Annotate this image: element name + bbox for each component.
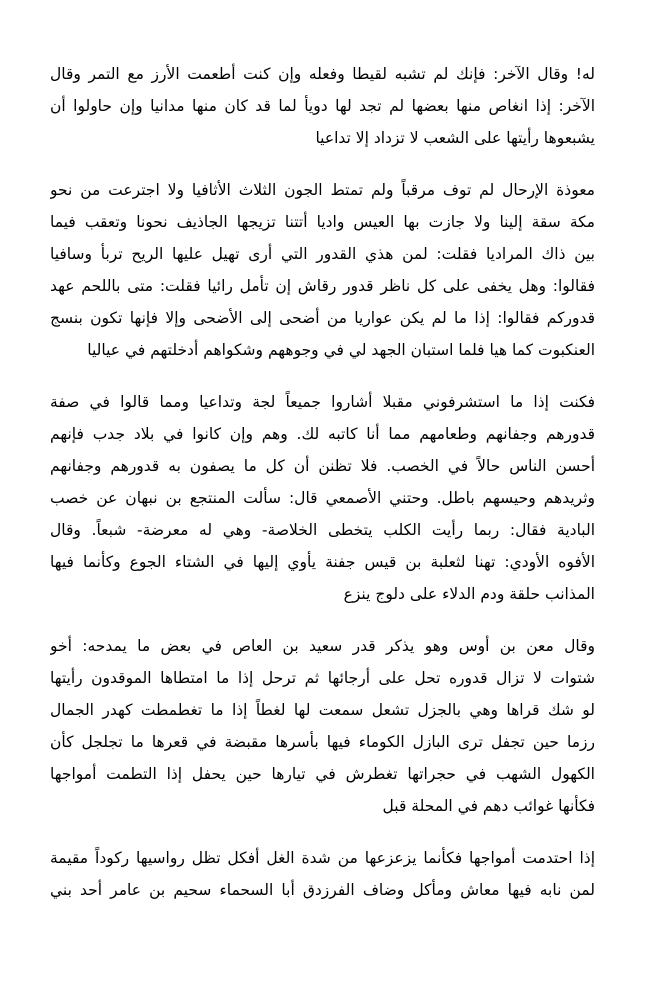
text-line: يشبعوها رأيتها على الشعب لا تزداد إلا تداعيا — [315, 129, 595, 147]
text-line: الآخر: إذا انغاص منها بعضها لم تجد لها دويأ لما قد كان منها مدانيا وإن حاولوا أن — [50, 97, 595, 115]
text-line: له! وقال الآخر: فإنك لم تشبه لقيطا وفعله وإن كنت أطعمت الأرز مع التمر وقال — [50, 65, 595, 83]
paragraph-4 — [50, 630, 595, 822]
text-line: وثريدهم وحيسهم باطل. وحتني الأصمعي قال: سألت المنتجع بن نبهان عن خصب — [50, 489, 595, 507]
text-line: لو شك قراها وهي بالجزل تشعل سمعت لها لغطاً إذا ما تغطمطت كهدر الجمال — [50, 701, 595, 719]
text-line: المذانب حلقة ودم الدلاء على دلوج ينزع — [343, 585, 595, 603]
paragraph-1 — [50, 58, 595, 154]
text-line: فكنت إذا ما استشرفوني مقبلا أشاروا جميعاً لجة وتداعيا ومما قالوا في صفة — [50, 393, 595, 411]
text-line: فكأنها غوائب دهم في المحلة قبل — [382, 797, 595, 815]
paragraph-2 — [50, 174, 595, 366]
text-line: شتوات لا تزال قدوره تحل على أرجائها ثم ترحل إذا ما امتطاها الموقدون رأيتها — [50, 669, 595, 687]
text-line: الكهول الشهب في حجراتها تغطرش في تيارها حين يحفل إذا التطمت أمواجها — [50, 765, 595, 783]
paragraph-5 — [50, 842, 595, 906]
text-line: وقال معن بن أوس وهو يذكر قدر سعيد بن العاص في بعض ما يمدحه: أخو — [50, 637, 595, 655]
text-line: قدورهم وجفانهم وطعامهم مما أنا كاتبه لك. وهم وإن كانوا في بلاد جدب فإنهم — [50, 425, 595, 443]
text-line: فقالوا: وهل يخفى على كل ناظر قدور رقاش إن تأمل رائيا فقلت: متى باللحم عهد — [50, 277, 595, 295]
paragraph-3 — [50, 386, 595, 610]
text-line: العنكبوت كما هيا فلما استبان الجهد لي في وجوههم وشكواهم أدخلتهم في عياليا — [87, 341, 595, 359]
text-line: معوذة الإرحال لم توف مرقباً ولم تمتط الجون الثلاث الأثافيا ولا اجترعت من نحو — [50, 181, 595, 199]
text-line: البادية فقال: ربما رأيت الكلب يتخطى الخلاصة- وهي له معرضة- شبعاً. وقال — [50, 521, 595, 539]
text-line: بين ذاك المراديا فقلت: لمن هذي القدور التي أرى تهيل عليها الريح تربأ وسافيا — [50, 245, 595, 263]
text-line: أحسن الناس حالاً في الخصب. فلا تظنن أن كل ما يصفون به قدورهم وجفانهم — [50, 457, 595, 475]
document-page — [50, 58, 595, 926]
text-line: الأفوه الأودي: تهنا لثعلبة بن قيس جفنة يأوي إليها في الشتاء الجوع وكأنما فيها — [50, 553, 595, 571]
text-line: إذا احتدمت أمواجها فكأنما يزعزعها من شدة الغل أفكل تظل رواسيها ركوداً مقيمة — [50, 849, 595, 867]
text-line: قدوركم فقالوا: إذا ما لم يكن عواريا من أضحى إلى الأضحى وإلا فإنها تكون بنسج — [50, 309, 595, 327]
text-line: رزما حين تجفل ترى البازل الكوماء فيها بأسرها مقبضة في قعرها ما تجلجل كأن — [50, 733, 595, 751]
text-line: لمن نابه فيها معاش ومأكل وضاف الفرزدق أبا السحماء سحيم بن عامر أحد بني — [50, 881, 595, 899]
text-line: مكة سقة إلينا ولا جازت بها العيس واديا أتتنا تزيجها الجاذيف نحونا وتعقب فيما — [50, 213, 595, 231]
